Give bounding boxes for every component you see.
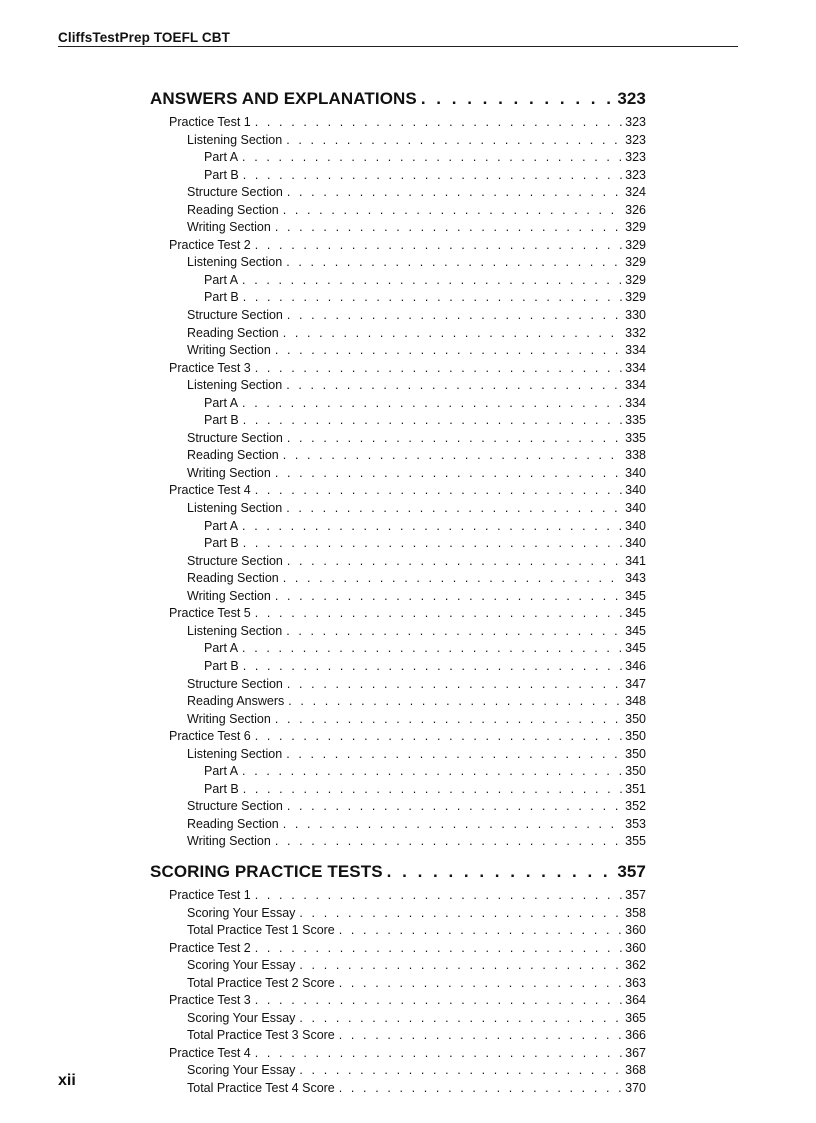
toc-entry[interactable] bbox=[150, 799, 646, 817]
toc-entry[interactable] bbox=[150, 1046, 646, 1064]
entry-page-number: 367 bbox=[625, 1045, 646, 1060]
toc-entry[interactable] bbox=[150, 203, 646, 221]
entry-title: Writing Section bbox=[187, 834, 271, 849]
entry-title: Reading Section bbox=[187, 571, 279, 586]
dot-leader bbox=[287, 431, 623, 445]
entry-title: Total Practice Test 4 Score bbox=[187, 1080, 335, 1095]
entry-title: Practice Test 6 bbox=[169, 729, 251, 744]
entry-page-number: 334 bbox=[625, 378, 646, 393]
entry-page-number: 334 bbox=[625, 395, 646, 410]
entry-page-number: 330 bbox=[625, 308, 646, 323]
entry-page-number: 323 bbox=[625, 167, 646, 182]
toc-entry[interactable] bbox=[150, 993, 646, 1011]
toc-entry[interactable] bbox=[150, 483, 646, 501]
dot-leader bbox=[255, 606, 623, 620]
dot-leader bbox=[242, 641, 623, 655]
section-page-number: 323 bbox=[617, 89, 646, 108]
dot-leader bbox=[299, 1063, 623, 1077]
dot-leader bbox=[287, 185, 623, 199]
entry-title: Listening Section bbox=[187, 255, 283, 270]
dot-leader bbox=[286, 624, 623, 638]
entry-title: Part B bbox=[204, 167, 239, 182]
toc-entry[interactable] bbox=[150, 1063, 646, 1081]
dot-leader bbox=[243, 413, 623, 427]
entry-page-number: 350 bbox=[625, 764, 646, 779]
toc-entry[interactable] bbox=[150, 729, 646, 747]
dot-leader bbox=[242, 396, 623, 410]
entry-page-number: 340 bbox=[625, 518, 646, 533]
dot-leader bbox=[242, 273, 623, 287]
dot-leader bbox=[287, 677, 623, 691]
dot-leader bbox=[283, 203, 623, 217]
entry-title: Scoring Your Essay bbox=[187, 1010, 296, 1025]
toc-entry[interactable] bbox=[150, 694, 646, 712]
entry-page-number: 345 bbox=[625, 641, 646, 656]
table-of-contents bbox=[150, 89, 646, 1099]
entry-page-number: 350 bbox=[625, 729, 646, 744]
entry-title: Part A bbox=[204, 272, 239, 287]
entry-page-number: 364 bbox=[625, 993, 646, 1008]
entry-page-number: 340 bbox=[625, 536, 646, 551]
toc-entry[interactable] bbox=[150, 396, 646, 414]
dot-leader bbox=[243, 536, 623, 550]
dot-leader bbox=[255, 483, 623, 497]
entry-title: Practice Test 2 bbox=[169, 940, 251, 955]
entry-title: Reading Answers bbox=[187, 694, 285, 709]
entry-title: Practice Test 1 bbox=[169, 115, 251, 129]
entry-page-number: 360 bbox=[625, 940, 646, 955]
entry-title: Reading Section bbox=[187, 325, 279, 340]
dot-leader bbox=[255, 115, 623, 129]
entry-title: Listening Section bbox=[187, 378, 283, 393]
toc-entry[interactable] bbox=[150, 677, 646, 695]
dot-leader bbox=[283, 571, 623, 585]
dot-leader bbox=[286, 255, 623, 269]
dot-leader bbox=[275, 834, 623, 848]
toc-entry[interactable] bbox=[150, 326, 646, 344]
dot-leader bbox=[242, 519, 623, 533]
toc-entry[interactable] bbox=[150, 501, 646, 519]
toc-entry[interactable] bbox=[150, 413, 646, 431]
running-head-title: CliffsTestPrep TOEFL CBT bbox=[58, 30, 230, 45]
dot-leader bbox=[283, 326, 623, 340]
entry-title: Reading Section bbox=[187, 816, 279, 831]
toc-entry[interactable] bbox=[150, 168, 646, 186]
dot-leader bbox=[275, 589, 623, 603]
entry-page-number: 368 bbox=[625, 1063, 646, 1078]
page-number: xii bbox=[58, 1072, 76, 1089]
entry-title: Writing Section bbox=[187, 220, 271, 235]
entry-page-number: 357 bbox=[625, 887, 646, 902]
entry-title: Scoring Your Essay bbox=[187, 958, 296, 973]
entry-title: Part A bbox=[204, 764, 239, 779]
toc-entry[interactable] bbox=[150, 888, 646, 906]
entry-page-number: 329 bbox=[625, 290, 646, 305]
entry-page-number: 345 bbox=[625, 588, 646, 603]
entry-page-number: 341 bbox=[625, 553, 646, 568]
entry-page-number: 345 bbox=[625, 606, 646, 621]
dot-leader bbox=[242, 150, 623, 164]
entry-page-number: 323 bbox=[625, 150, 646, 165]
toc-entry[interactable] bbox=[150, 536, 646, 554]
toc-entry[interactable] bbox=[150, 958, 646, 976]
dot-leader bbox=[339, 976, 623, 990]
entry-page-number: 362 bbox=[625, 958, 646, 973]
toc-entry[interactable] bbox=[150, 747, 646, 765]
dot-leader bbox=[255, 941, 623, 955]
dot-leader bbox=[255, 888, 623, 902]
entry-title: Part B bbox=[204, 413, 239, 428]
entry-title: Part B bbox=[204, 658, 239, 673]
toc-entry[interactable] bbox=[150, 659, 646, 677]
entry-title: Writing Section bbox=[187, 711, 271, 726]
entry-title: Writing Section bbox=[187, 465, 271, 480]
dot-leader bbox=[299, 906, 623, 920]
entry-title: Reading Section bbox=[187, 202, 279, 217]
toc-entry[interactable] bbox=[150, 554, 646, 572]
toc-entry[interactable] bbox=[150, 589, 646, 607]
entry-page-number: 350 bbox=[625, 746, 646, 761]
entry-title: Part A bbox=[204, 150, 239, 165]
entry-page-number: 324 bbox=[625, 185, 646, 200]
dot-leader bbox=[283, 448, 623, 462]
dot-leader bbox=[255, 361, 623, 375]
toc-entry[interactable] bbox=[150, 817, 646, 835]
entry-title: Total Practice Test 3 Score bbox=[187, 1028, 335, 1043]
dot-leader bbox=[287, 799, 623, 813]
entry-title: Reading Section bbox=[187, 448, 279, 463]
entry-page-number: 340 bbox=[625, 483, 646, 498]
section-title: SCORING PRACTICE TESTS bbox=[150, 861, 383, 881]
entry-title: Structure Section bbox=[187, 185, 283, 200]
toc-entry[interactable] bbox=[150, 1028, 646, 1046]
entry-title: Listening Section bbox=[187, 501, 283, 516]
toc-entry[interactable] bbox=[150, 238, 646, 256]
toc-entry[interactable] bbox=[150, 150, 646, 168]
entry-page-number: 358 bbox=[625, 905, 646, 920]
entry-title: Practice Test 3 bbox=[169, 993, 251, 1008]
toc-entry[interactable] bbox=[150, 641, 646, 659]
toc-entry[interactable] bbox=[150, 115, 646, 133]
entry-page-number: 329 bbox=[625, 237, 646, 252]
dot-leader bbox=[275, 220, 623, 234]
dot-leader bbox=[243, 782, 623, 796]
entry-title: Practice Test 4 bbox=[169, 1045, 251, 1060]
dot-leader bbox=[299, 1011, 623, 1025]
entry-page-number: 334 bbox=[625, 360, 646, 375]
dot-leader bbox=[299, 958, 623, 972]
entry-page-number: 340 bbox=[625, 465, 646, 480]
dot-leader bbox=[339, 923, 623, 937]
toc-entry[interactable] bbox=[150, 133, 646, 151]
toc-section bbox=[150, 89, 646, 852]
toc-entry[interactable] bbox=[150, 941, 646, 959]
entry-title: Listening Section bbox=[187, 623, 283, 638]
toc-entry[interactable] bbox=[150, 1011, 646, 1029]
toc-section bbox=[150, 862, 646, 1099]
toc-entry[interactable] bbox=[150, 308, 646, 326]
entry-page-number: 326 bbox=[625, 202, 646, 217]
dot-leader bbox=[287, 308, 623, 322]
entry-title: Writing Section bbox=[187, 343, 271, 358]
entry-title: Practice Test 1 bbox=[169, 887, 251, 902]
toc-entry[interactable] bbox=[150, 290, 646, 308]
toc-entry[interactable] bbox=[150, 624, 646, 642]
toc-entry[interactable] bbox=[150, 906, 646, 924]
section-title: ANSWERS AND EXPLANATIONS bbox=[150, 89, 417, 108]
entry-title: Practice Test 5 bbox=[169, 606, 251, 621]
entry-page-number: 352 bbox=[625, 799, 646, 814]
entry-title: Part B bbox=[204, 290, 239, 305]
dot-leader bbox=[287, 554, 623, 568]
toc-entry[interactable] bbox=[150, 220, 646, 238]
entry-title: Total Practice Test 2 Score bbox=[187, 975, 335, 990]
entry-title: Structure Section bbox=[187, 676, 283, 691]
dot-leader bbox=[275, 466, 623, 480]
entry-page-number: 353 bbox=[625, 816, 646, 831]
entry-page-number: 338 bbox=[625, 448, 646, 463]
entry-page-number: 347 bbox=[625, 676, 646, 691]
toc-entry[interactable] bbox=[150, 712, 646, 730]
dot-leader bbox=[421, 89, 615, 109]
toc-entry[interactable] bbox=[150, 782, 646, 800]
entry-title: Scoring Your Essay bbox=[187, 1063, 296, 1078]
entry-page-number: 334 bbox=[625, 343, 646, 358]
entry-page-number: 348 bbox=[625, 694, 646, 709]
toc-entry[interactable] bbox=[150, 431, 646, 449]
toc-entry[interactable] bbox=[150, 343, 646, 361]
toc-entry[interactable] bbox=[150, 361, 646, 379]
toc-entry[interactable] bbox=[150, 466, 646, 484]
dot-leader bbox=[275, 712, 623, 726]
entry-title: Part B bbox=[204, 781, 239, 796]
dot-leader bbox=[286, 133, 623, 147]
dot-leader bbox=[255, 993, 623, 1007]
running-head bbox=[58, 30, 738, 47]
toc-entry[interactable] bbox=[150, 273, 646, 291]
toc-entry[interactable] bbox=[150, 606, 646, 624]
entry-page-number: 340 bbox=[625, 501, 646, 516]
toc-entry[interactable] bbox=[150, 1081, 646, 1099]
entry-page-number: 355 bbox=[625, 834, 646, 849]
dot-leader bbox=[283, 817, 623, 831]
entry-title: Structure Section bbox=[187, 308, 283, 323]
toc-entry[interactable] bbox=[150, 834, 646, 852]
toc-entry[interactable] bbox=[150, 448, 646, 466]
entry-title: Part A bbox=[204, 641, 239, 656]
entry-title: Listening Section bbox=[187, 132, 283, 147]
dot-leader bbox=[286, 378, 623, 392]
entry-page-number: 329 bbox=[625, 272, 646, 287]
dot-leader bbox=[275, 343, 623, 357]
entry-title: Practice Test 3 bbox=[169, 360, 251, 375]
entry-title: Part B bbox=[204, 536, 239, 551]
toc-entry[interactable] bbox=[150, 185, 646, 203]
entry-page-number: 350 bbox=[625, 711, 646, 726]
dot-leader bbox=[255, 729, 623, 743]
dot-leader bbox=[288, 694, 623, 708]
entry-title: Structure Section bbox=[187, 553, 283, 568]
dot-leader bbox=[387, 862, 616, 882]
toc-entry[interactable] bbox=[150, 976, 646, 994]
toc-entry[interactable] bbox=[150, 571, 646, 589]
entry-page-number: 335 bbox=[625, 413, 646, 428]
entry-page-number: 351 bbox=[625, 781, 646, 796]
dot-leader bbox=[255, 238, 623, 252]
entry-page-number: 345 bbox=[625, 623, 646, 638]
dot-leader bbox=[242, 764, 623, 778]
entry-title: Part A bbox=[204, 518, 239, 533]
section-page-number: 357 bbox=[617, 861, 646, 881]
dot-leader bbox=[255, 1046, 623, 1060]
toc-entry[interactable] bbox=[150, 923, 646, 941]
entry-page-number: 366 bbox=[625, 1028, 646, 1043]
entry-page-number: 370 bbox=[625, 1080, 646, 1095]
entry-title: Scoring Your Essay bbox=[187, 905, 296, 920]
entry-page-number: 360 bbox=[625, 923, 646, 938]
entry-page-number: 323 bbox=[625, 115, 646, 129]
dot-leader bbox=[243, 659, 623, 673]
entry-page-number: 363 bbox=[625, 975, 646, 990]
entry-page-number: 329 bbox=[625, 220, 646, 235]
entry-title: Structure Section bbox=[187, 799, 283, 814]
entry-title: Structure Section bbox=[187, 430, 283, 445]
entry-page-number: 323 bbox=[625, 132, 646, 147]
dot-leader bbox=[243, 168, 623, 182]
dot-leader bbox=[339, 1081, 623, 1095]
entry-title: Total Practice Test 1 Score bbox=[187, 923, 335, 938]
entry-page-number: 343 bbox=[625, 571, 646, 586]
entry-page-number: 335 bbox=[625, 430, 646, 445]
dot-leader bbox=[243, 290, 623, 304]
entry-title: Listening Section bbox=[187, 746, 283, 761]
entry-page-number: 332 bbox=[625, 325, 646, 340]
dot-leader bbox=[286, 501, 623, 515]
toc-entry[interactable] bbox=[150, 378, 646, 396]
toc-entry[interactable] bbox=[150, 764, 646, 782]
entry-page-number: 329 bbox=[625, 255, 646, 270]
entry-title: Part A bbox=[204, 395, 239, 410]
dot-leader bbox=[286, 747, 623, 761]
entry-page-number: 365 bbox=[625, 1010, 646, 1025]
toc-entry[interactable] bbox=[150, 255, 646, 273]
toc-entry[interactable] bbox=[150, 519, 646, 537]
dot-leader bbox=[339, 1028, 623, 1042]
entry-title: Practice Test 2 bbox=[169, 237, 251, 252]
section-heading[interactable] bbox=[150, 862, 646, 888]
entry-title: Practice Test 4 bbox=[169, 483, 251, 498]
section-heading[interactable] bbox=[150, 89, 646, 115]
entry-title: Writing Section bbox=[187, 588, 271, 603]
entry-page-number: 346 bbox=[625, 658, 646, 673]
